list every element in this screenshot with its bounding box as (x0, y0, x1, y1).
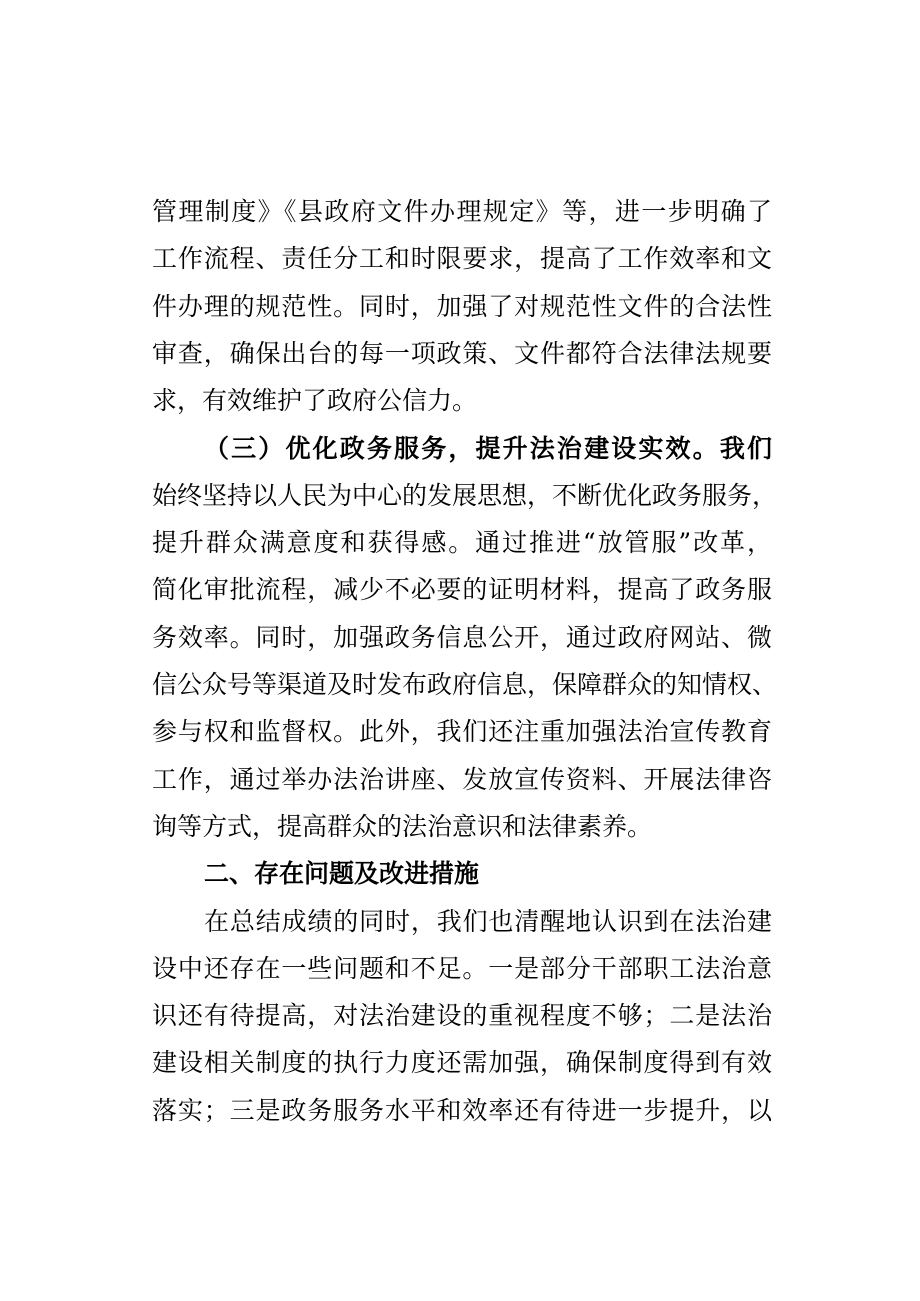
subsection-title: （三）优化政务服务，提升法治建设实效。 (204, 434, 720, 463)
paragraph-line: 审查，确保出台的每一项政策、文件都符合法律法规要 (152, 339, 772, 368)
paragraph-line: 管理制度》《县政府文件办理规定》等，进一步明确了 (152, 197, 772, 226)
paragraph-line: 设中还存在一些问题和不足。一是部分干部职工法治意 (152, 954, 772, 983)
paragraph-line: 始终坚持以人民为中心的发展思想，不断优化政务服务， (152, 481, 778, 510)
section-heading: 二、存在问题及改进措施 (204, 859, 480, 888)
paragraph-line: 建设相关制度的执行力度还需加强，确保制度得到有效 (152, 1048, 772, 1077)
paragraph-line: 在总结成绩的同时，我们也清醒地认识到在法治建 (204, 907, 772, 936)
paragraph-line: 落实；三是政务服务水平和效率还有待进一步提升，以 (152, 1096, 772, 1125)
paragraph-line: 求，有效维护了政府公信力。 (152, 386, 478, 415)
paragraph-line: 件办理的规范性。同时，加强了对规范性文件的合法性 (152, 292, 772, 321)
paragraph-line: 务效率。同时，加强政务信息公开，通过政府网站、微 (152, 623, 772, 652)
paragraph-line: 询等方式，提高群众的法治意识和法律素养。 (152, 812, 653, 841)
paragraph-line: 信公众号等渠道及时发布政府信息，保障群众的知情权、 (152, 670, 778, 699)
paragraph-line: 工作流程、责任分工和时限要求，提高了工作效率和文 (152, 244, 772, 273)
paragraph-line: 参与权和监督权。此外，我们还注重加强法治宣传教育 (152, 717, 772, 746)
paragraph-line: 识还有待提高，对法治建设的重视程度不够；二是法治 (152, 1001, 772, 1030)
paragraph-line: 工作，通过举办法治讲座、发放宣传资料、开展法律咨 (152, 765, 772, 794)
paragraph-line: 简化审批流程，减少不必要的证明材料，提高了政务服 (152, 575, 772, 604)
paragraph-line: 提升群众满意度和获得感。通过推进“放管服”改革， (152, 528, 772, 557)
subsection-title-line (204, 433, 772, 465)
subsection-title-tail: 我们 (719, 434, 772, 463)
